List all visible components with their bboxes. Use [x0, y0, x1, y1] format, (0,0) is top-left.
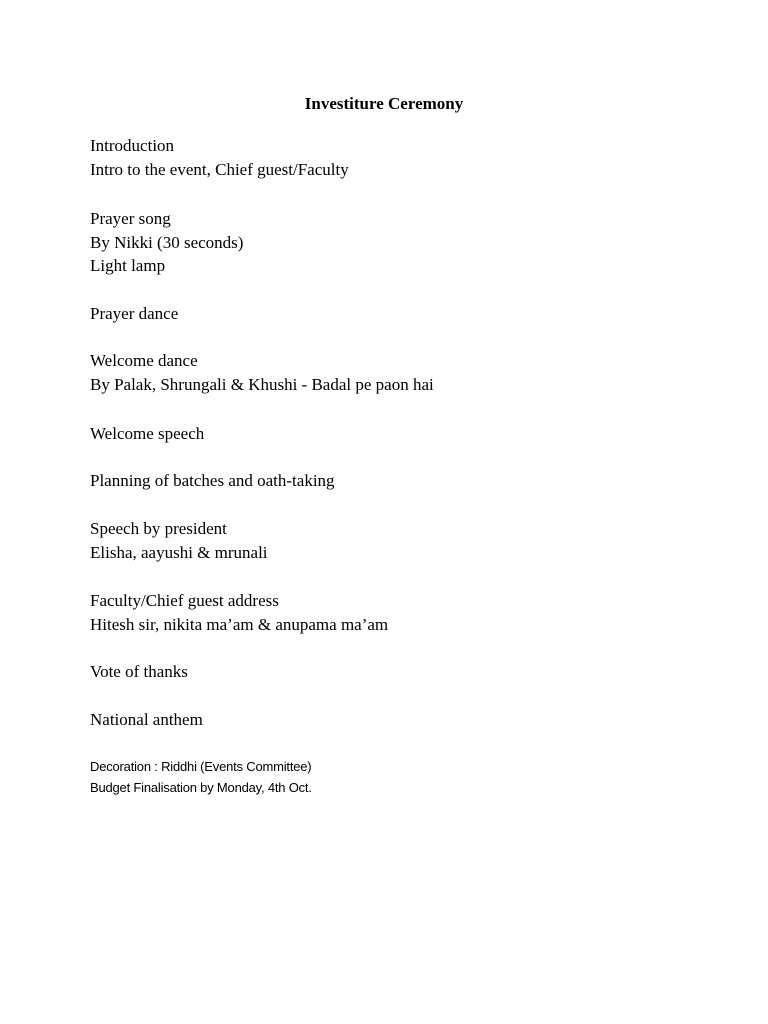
section-heading-oath-taking: Planning of batches and oath-taking [90, 471, 335, 490]
section-detail-guest-address: Hitesh sir, nikita ma’am & anupama ma’am [90, 615, 389, 634]
section-heading-vote-of-thanks: Vote of thanks [90, 662, 188, 681]
section-heading-introduction: Introduction [90, 136, 175, 155]
note-budget: Budget Finalisation by Monday, 4th Oct. [90, 780, 312, 795]
document-title: Investiture Ceremony [304, 94, 464, 113]
section-heading-welcome-speech: Welcome speech [90, 424, 205, 443]
section-heading-prayer-dance: Prayer dance [90, 304, 179, 323]
section-heading-guest-address: Faculty/Chief guest address [90, 591, 279, 610]
section-detail-introduction: Intro to the event, Chief guest/Faculty [90, 160, 349, 179]
section-detail-president-speech: Elisha, aayushi & mrunali [90, 543, 268, 562]
section-heading-president-speech: Speech by president [90, 519, 227, 538]
section-heading-welcome-dance: Welcome dance [90, 351, 198, 370]
section-detail-prayer-song: By Nikki (30 seconds) [90, 233, 244, 252]
note-decoration: Decoration : Riddhi (Events Committee) [90, 759, 312, 774]
section-detail-light-lamp: Light lamp [90, 256, 166, 275]
section-detail-welcome-dance: By Palak, Shrungali & Khushi - Badal pe paon hai [90, 375, 434, 394]
section-heading-prayer-song: Prayer song [90, 209, 171, 228]
section-heading-national-anthem: National anthem [90, 710, 203, 729]
